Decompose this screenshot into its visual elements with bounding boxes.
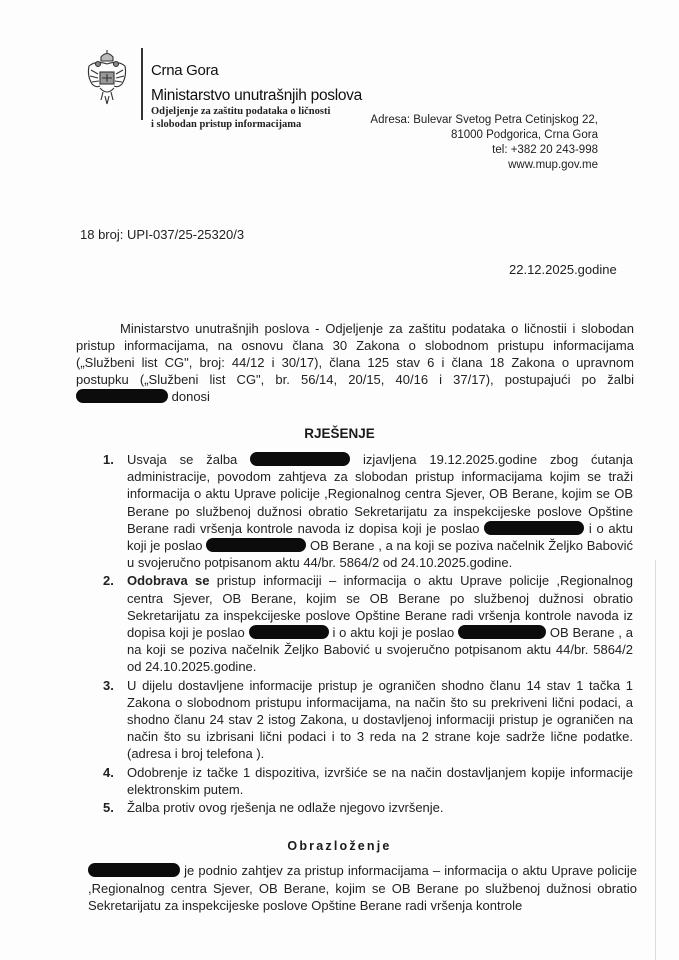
ministry-name: Ministarstvo unutrašnjih poslova	[151, 87, 362, 104]
address-line-1: Adresa: Bulevar Svetog Petra Cetinjskog 22,	[370, 114, 598, 126]
document-date: 22.12.2025.godine	[509, 262, 617, 277]
country-name: Crna Gora	[151, 62, 219, 79]
redaction-bar	[484, 521, 584, 535]
item-text: i o aktu koji je poslao	[127, 520, 633, 554]
decision-item	[103, 677, 633, 763]
item-number: 4.	[103, 764, 114, 780]
item-text: U dijelu dostavljene informacije pristup je ograničen shodno članu 14 stav 1 tačka 1 Zakona o slobodnom pristupu informacijama, na način što su prekriveni lični podaci, a shodno članu 24 stav 2 istog Zakona, u dostavljenoj informaciji pristup je ograničen na način što su izbrisani lični podaci i to 3 reda na 2 strane koje sadrže lične podatke. (adresa i broj telefona ).	[127, 677, 633, 762]
organization-block	[151, 62, 362, 131]
department-line-2: i slobodan pristup informacijama	[151, 119, 302, 130]
item-text: Odobrenje iz tačke 1 dispozitiva, izvršiće se na način dostavljanjem kopije informacije elektronskim putem.	[127, 764, 633, 797]
item-text: Žalba protiv ovog rješenja ne odlaže njegovo izvršenje.	[127, 800, 444, 816]
item-text: i o aktu koji je poslao	[332, 625, 455, 641]
item-text: OB Berane , a na koji se poziva načelnik Željko Babović u svojeručno potpisanom aktu 44/br. 5864/2 od 24.10.2025.godine.	[127, 538, 633, 571]
redaction-bar	[249, 625, 329, 639]
redaction-bar	[76, 389, 168, 403]
montenegro-coat-of-arms-icon	[84, 48, 130, 108]
phone: tel: +382 20 243-998	[492, 144, 598, 156]
item-text: Usvaja se žalba	[127, 452, 238, 467]
contact-block	[370, 113, 598, 173]
decision-title: RJEŠENJE	[304, 426, 375, 441]
item-text: OB Berane , a na koji se poziva načelnik Željko Babović u svojeručno potpisanom aktu 44/br. 5864/2 od 24.10.2025.godine.	[127, 625, 633, 675]
scan-edge-line	[655, 560, 656, 960]
redaction-bar	[206, 538, 306, 552]
header-divider	[141, 48, 143, 120]
redaction-bar	[250, 452, 350, 466]
intro-paragraph	[76, 320, 634, 405]
item-number: 2.	[103, 573, 114, 589]
decision-item	[103, 799, 633, 816]
department-line-1: Odjeljenje za zaštitu podataka o ličnosti	[151, 106, 331, 117]
decision-item	[103, 572, 633, 675]
reasoning-text: je podnio zahtjev za pristup informacijama – informacija o aktu Uprave policije ,Regionalnog centra Sjever, OB Berane, kojim se OB Berane po službenoj dužnosi obratio Sekretarijatu za inspekcijeske poslove Opštine Berane radi vršenja kontrole	[88, 863, 637, 913]
item-text: pristup informaciji – informacija o aktu Uprave policije ,Regionalnog centra Sjever, OB Berane, kojim se OB Berane po službenoj dužnosi obratio Sekretarijatu za inspekcijeske poslove Opštine Berane radi vršenja kontrole navoda iz dopisa koji je poslao	[127, 573, 633, 641]
item-number: 1.	[103, 452, 114, 467]
item-number: 5.	[103, 800, 114, 816]
reasoning-paragraph	[45, 862, 637, 915]
intro-after: donosi	[171, 389, 210, 404]
decision-item	[103, 764, 633, 798]
website: www.mup.gov.me	[508, 159, 598, 171]
item-bold-lead: Odobrava se	[127, 573, 210, 589]
item-number: 3.	[103, 677, 114, 693]
redaction-bar	[88, 863, 180, 877]
decision-items	[103, 451, 633, 817]
item-text: izjavljena 19.12.2025.godine zbog ćutanja administracije, povodom zahtjeva za slobodan pristup informacijama kojim se traži informacija o aktu Uprave policije ,Regionalnog centra Sjever, OB Berane, kojim se OB Berane po službenoj dužnosi obratio Sekretarijatu za inspekcijeske poslove Opštine Berane radi vršenja kontrole navoda iz dopisa koji je poslao	[127, 452, 633, 536]
reference-number: 18 broj: UPI-037/25-25320/3	[80, 227, 245, 242]
intro-text: Ministarstvo unutrašnjih poslova - Odjeljenje za zaštitu podataka o ličnostii i slobodan pristup informacijama, na osnovu člana 30 Zakona o slobodnom pristupu informacijama („Službeni list CG", broj: 44/12 i 30/17), člana 125 stav 6 i člana 18 Zakona o upravnom postupku („Službeni list CG", br. 56/14, 20/15, 40/16 i 37/17), postupajući po žalbi	[76, 321, 634, 387]
address-line-2: 81000 Podgorica, Crna Gora	[450, 129, 598, 141]
reasoning-title: Obrazloženje	[287, 839, 392, 853]
decision-item	[103, 451, 633, 571]
redaction-bar	[458, 625, 546, 639]
